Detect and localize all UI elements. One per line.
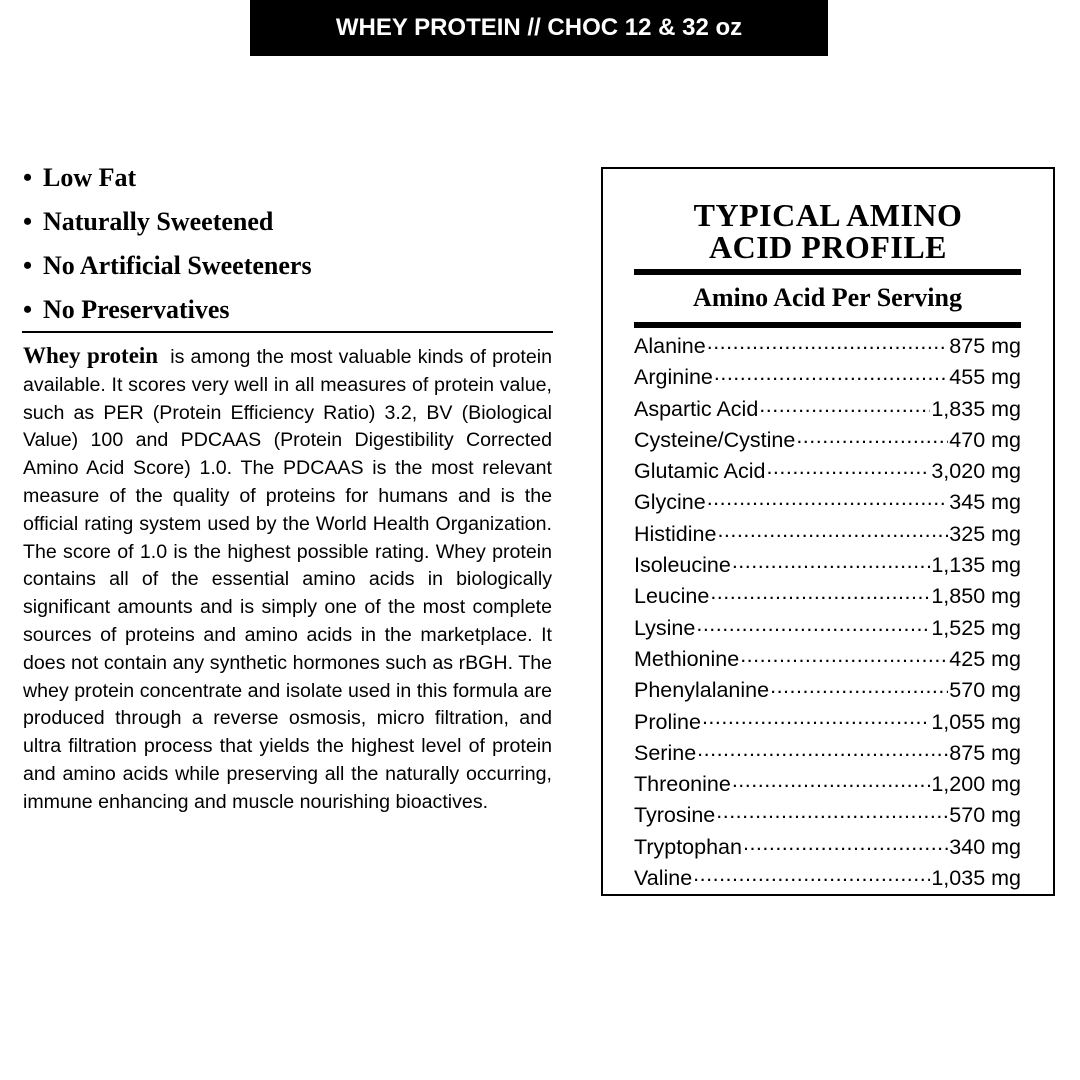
header-banner <box>250 0 828 56</box>
amino-acid-name: Histidine <box>634 521 717 546</box>
dot-leader <box>707 332 949 354</box>
amino-acid-amount: 570 mg <box>949 803 1021 828</box>
dot-leader <box>740 644 948 666</box>
amino-acid-name: Methionine <box>634 646 740 671</box>
dot-leader <box>710 582 930 604</box>
amino-acid-name: Aspartic Acid <box>634 396 759 421</box>
amino-acid-amount: 1,525 mg <box>931 615 1021 640</box>
amino-acid-list <box>634 331 1021 894</box>
amino-title-line-1: TYPICAL AMINO <box>693 197 963 233</box>
amino-acid-amount: 1,850 mg <box>931 584 1021 609</box>
feature-label: Low Fat <box>43 163 137 192</box>
feature-label: Naturally Sweetened <box>43 207 274 236</box>
feature-item <box>23 288 553 332</box>
amino-acid-name: Lysine <box>634 615 696 640</box>
amino-acid-row <box>634 707 1021 738</box>
description-paragraph <box>23 342 552 817</box>
amino-acid-row <box>634 644 1021 675</box>
amino-acid-name: Alanine <box>634 334 706 358</box>
bullet-icon: • <box>23 251 33 280</box>
amino-acid-row <box>634 394 1021 425</box>
amino-acid-amount: 425 mg <box>949 646 1021 671</box>
dot-leader <box>732 551 931 573</box>
amino-acid-name: Valine <box>634 866 693 891</box>
dot-leader <box>714 363 948 385</box>
subtitle-underline-bar <box>634 322 1021 328</box>
amino-acid-row <box>634 738 1021 769</box>
dot-leader <box>707 488 949 510</box>
dot-leader <box>743 832 948 854</box>
description-body: is among the most valuable kinds of protein available. It scores very well in all measures of protein value, such as PER (Protein Efficiency Ratio) 3.2, BV (Biological Value) 100 and PDCAAS (Protein Digestibility Corrected Amino Acid Score) 1.0. The PDCAAS is the most relevant measure of the quality of proteins for humans and is the official rating system used by the World Health Organization. The score of 1.0 is the highest possible rating. Whey protein contains all of the essential amino acids in biologically significant amounts and is simply one of the most complete sources of proteins and amino acids in the marketplace. It does not contain any synthetic hormones such as rBGH. The whey protein concentrate and isolate used in this formula are produced through a reverse osmosis, micro filtration, and ultra filtration process that yields the highest level of protein and amino acids while preserving all the naturally occurring, immune enhancing and muscle nourishing bioactives. <box>23 346 552 813</box>
amino-acid-amount: 340 mg <box>949 834 1021 859</box>
section-divider <box>22 331 553 333</box>
amino-acid-amount: 1,200 mg <box>931 772 1021 797</box>
amino-profile-title <box>603 199 1053 263</box>
amino-subtitle: Amino Acid Per Serving <box>693 283 962 312</box>
amino-acid-name: Isoleucine <box>634 553 731 578</box>
amino-acid-row <box>634 550 1021 581</box>
dot-leader <box>796 425 948 447</box>
dot-leader <box>732 770 931 792</box>
amino-acid-amount: 455 mg <box>949 365 1021 390</box>
amino-acid-row <box>634 800 1021 831</box>
amino-acid-name: Glycine <box>634 490 706 515</box>
amino-acid-name: Proline <box>634 709 701 734</box>
amino-acid-row <box>634 863 1021 894</box>
dot-leader <box>696 613 930 635</box>
dot-leader <box>717 519 948 541</box>
dot-leader <box>693 864 930 886</box>
dot-leader <box>770 676 948 698</box>
amino-acid-row <box>634 487 1021 518</box>
amino-acid-row <box>634 456 1021 487</box>
feature-item <box>23 156 553 200</box>
feature-label: No Preservatives <box>43 295 230 324</box>
title-underline-bar <box>634 269 1021 275</box>
amino-acid-amount: 470 mg <box>949 427 1021 452</box>
header-title: WHEY PROTEIN // CHOC 12 & 32 oz <box>335 14 743 41</box>
amino-acid-name: Cysteine/Cystine <box>634 427 796 452</box>
amino-acid-name: Tyrosine <box>634 803 716 828</box>
bullet-icon: • <box>23 207 33 236</box>
dot-leader <box>716 801 948 823</box>
amino-acid-name: Arginine <box>634 365 713 390</box>
amino-acid-row <box>634 581 1021 612</box>
amino-acid-row <box>634 675 1021 706</box>
dot-leader <box>766 457 930 479</box>
amino-acid-amount: 3,020 mg <box>931 459 1021 484</box>
bullet-icon: • <box>23 295 33 324</box>
description-lead: Whey protein <box>23 343 159 368</box>
amino-acid-name: Leucine <box>634 584 710 609</box>
feature-list <box>23 156 553 332</box>
amino-acid-row <box>634 519 1021 550</box>
amino-title-line-2: ACID PROFILE <box>708 229 947 265</box>
amino-acid-amount: 875 mg <box>949 334 1021 358</box>
amino-acid-amount: 875 mg <box>949 740 1021 765</box>
amino-acid-row <box>634 613 1021 644</box>
dot-leader <box>697 738 948 760</box>
amino-acid-name: Glutamic Acid <box>634 459 766 484</box>
dot-leader <box>759 394 930 416</box>
amino-acid-profile-panel <box>601 167 1055 896</box>
bullet-icon: • <box>23 163 33 192</box>
amino-acid-row <box>634 425 1021 456</box>
amino-acid-amount: 1,055 mg <box>931 709 1021 734</box>
amino-acid-row <box>634 362 1021 393</box>
amino-acid-amount: 325 mg <box>949 521 1021 546</box>
amino-acid-amount: 1,035 mg <box>931 866 1021 891</box>
amino-acid-name: Phenylalanine <box>634 678 770 703</box>
amino-acid-row <box>634 832 1021 863</box>
amino-acid-name: Threonine <box>634 772 731 797</box>
amino-acid-amount: 1,835 mg <box>931 396 1021 421</box>
amino-acid-amount: 570 mg <box>949 678 1021 703</box>
amino-acid-amount: 1,135 mg <box>931 553 1021 578</box>
amino-acid-name: Tryptophan <box>634 834 742 859</box>
feature-item <box>23 200 553 244</box>
amino-acid-name: Serine <box>634 740 697 765</box>
feature-label: No Artificial Sweeteners <box>43 251 312 280</box>
feature-item <box>23 244 553 288</box>
amino-acid-row <box>634 331 1021 362</box>
amino-acid-amount: 345 mg <box>949 490 1021 515</box>
dot-leader <box>702 707 930 729</box>
amino-acid-row <box>634 769 1021 800</box>
